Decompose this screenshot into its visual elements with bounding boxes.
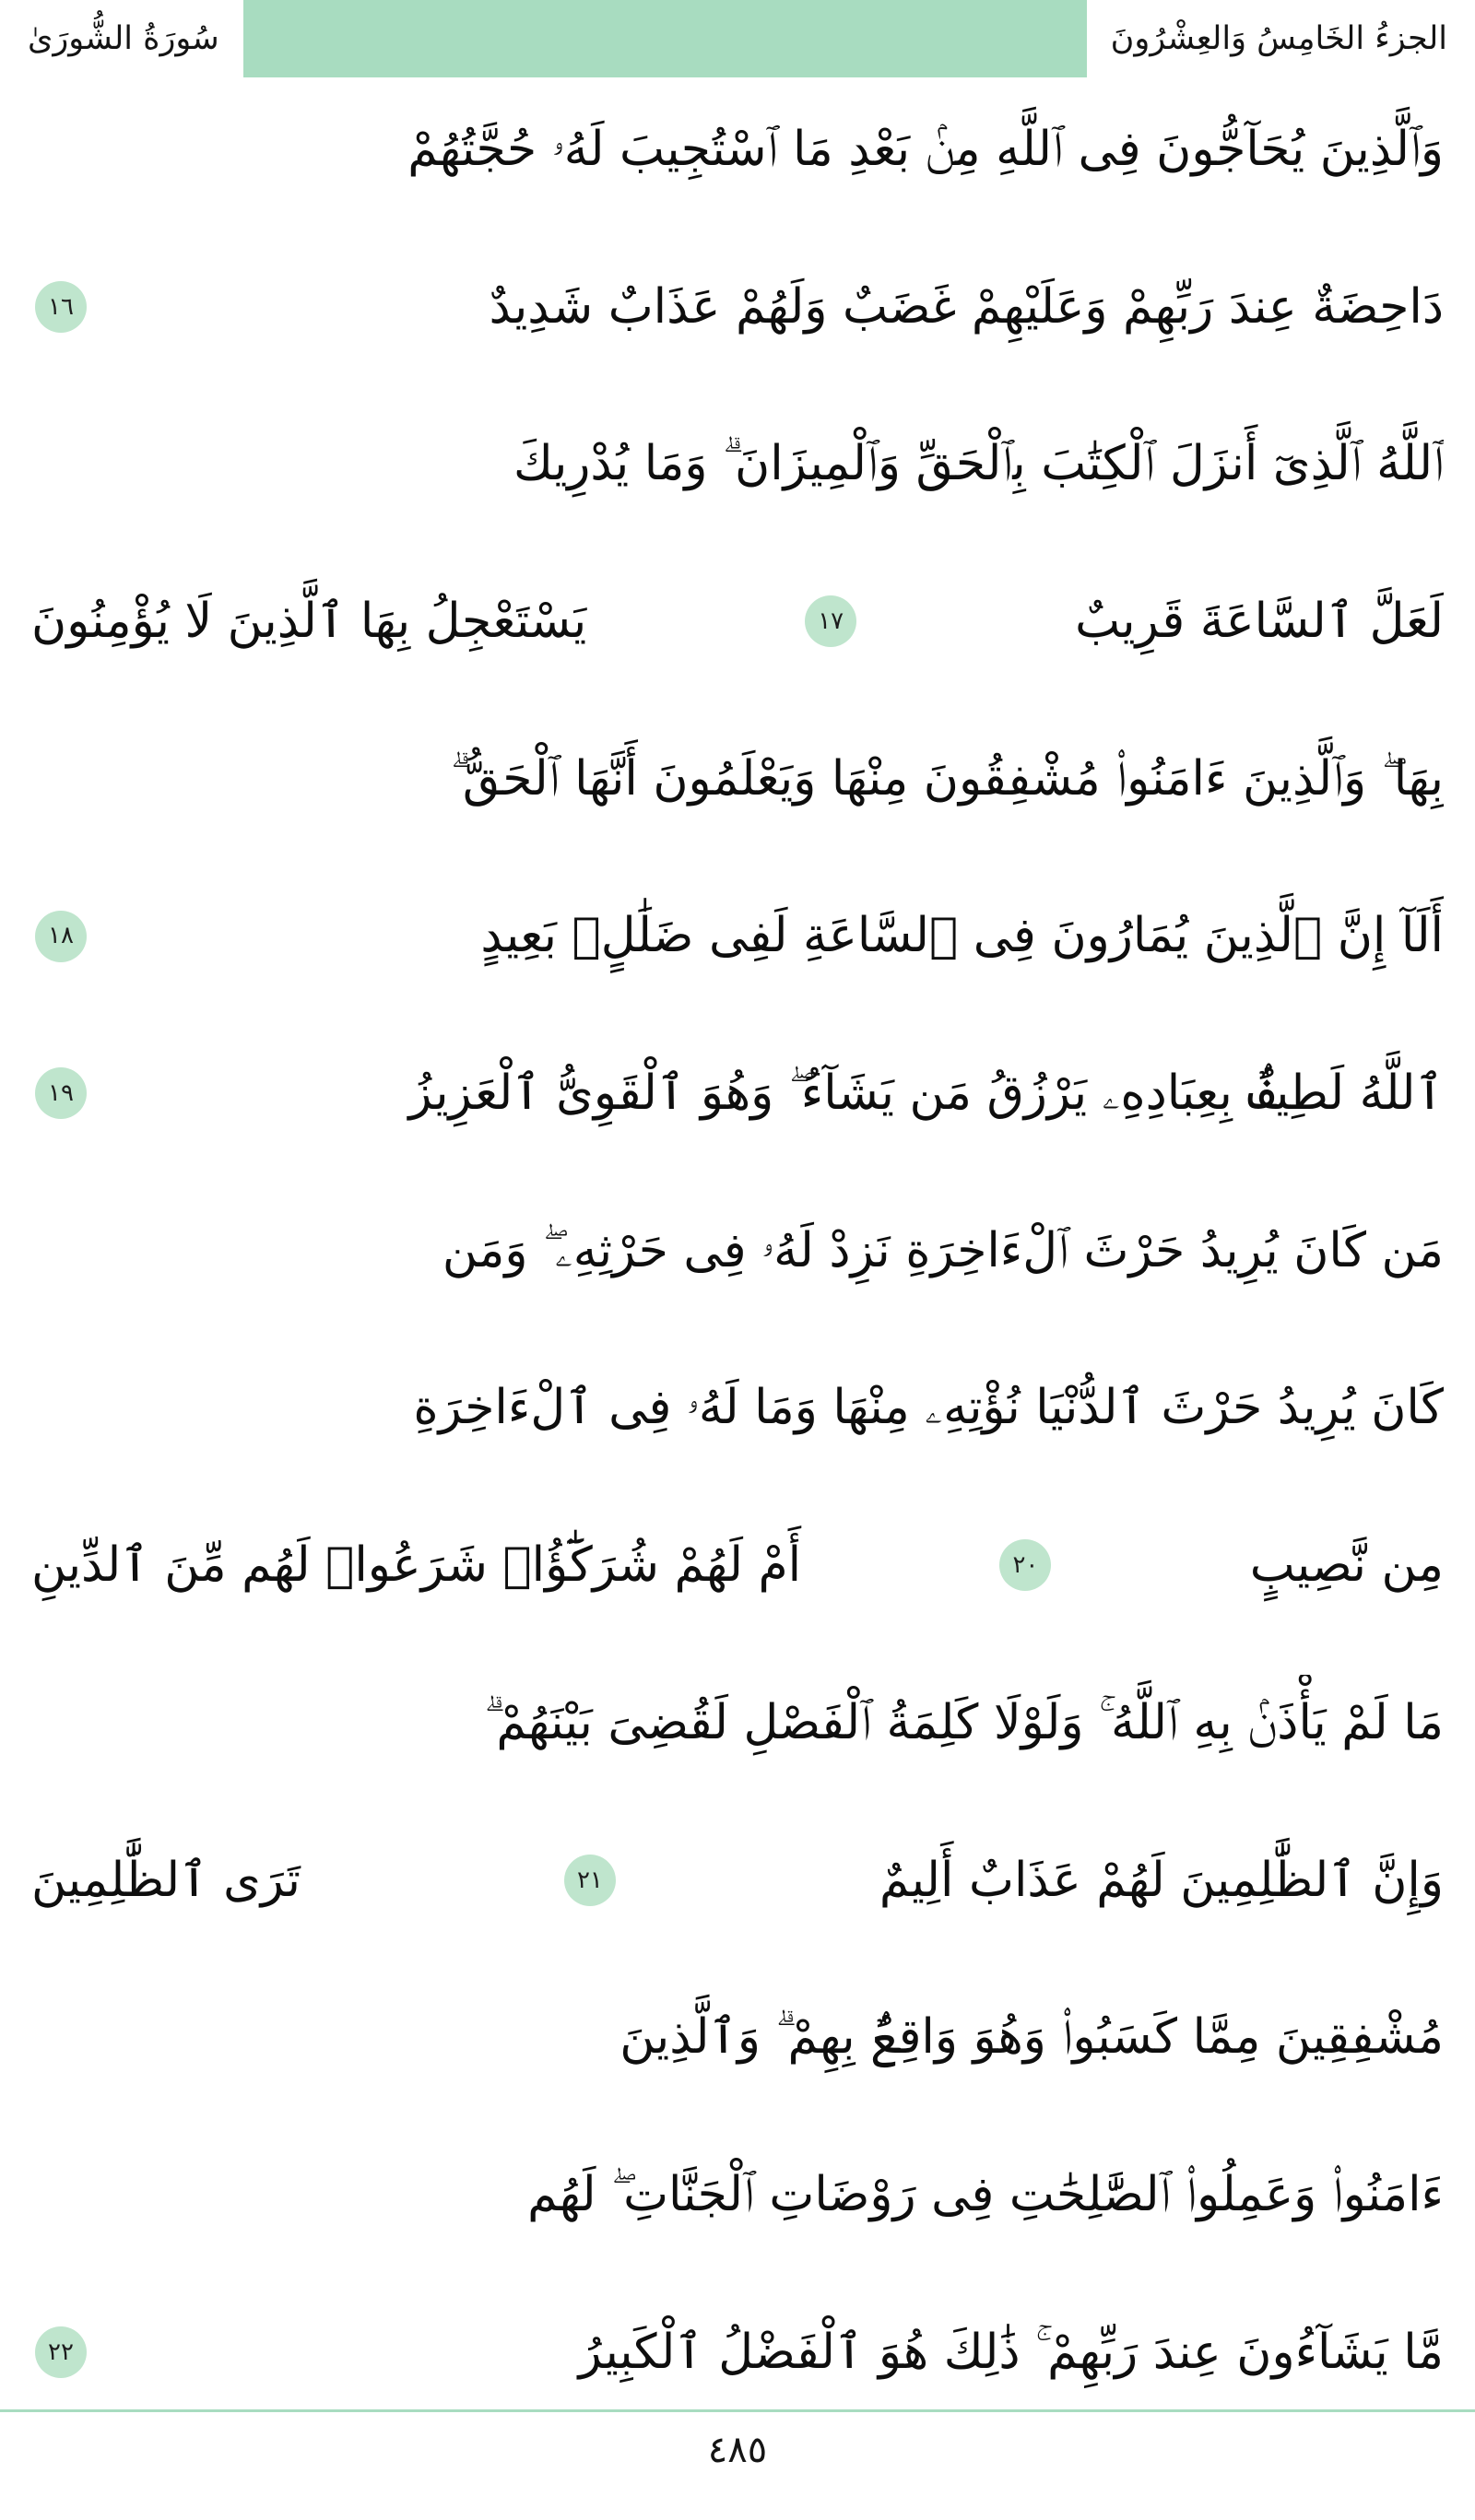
ayah-line <box>31 1675 1444 1771</box>
verse-number-marker: ٢٠ <box>999 1539 1051 1591</box>
ayah-text: كَانَ يُرِيدُ حَرْثَ ٱلدُّنْيَا نُؤْتِهِۦ مِنْهَا وَمَا لَهُۥ فِى ٱلْءَاخِرَةِ <box>413 1380 1444 1436</box>
ayah-line <box>31 1203 1444 1299</box>
ayah-line <box>31 2304 1444 2400</box>
quran-text-body <box>0 77 1475 2409</box>
page-header <box>0 0 1475 77</box>
ayah-line <box>31 731 1444 827</box>
ayah-text: تَرَى ٱلظَّٰلِمِينَ <box>31 1852 301 1908</box>
page-number: ٤٨٥ <box>707 2429 768 2471</box>
ayah-text: مَّا يَشَآءُونَ عِندَ رَبِّهِمْ ۚ ذَٰلِكَ هُوَ ٱلْفَضْلُ ٱلْكَبِيرُ <box>578 2324 1444 2380</box>
ayah-line <box>31 573 1444 669</box>
ayah-text: دَاحِضَةٌ عِندَ رَبِّهِمْ وَعَلَيْهِمْ غَضَبٌ وَلَهُمْ عَذَابٌ شَدِيدٌ <box>489 278 1444 335</box>
ayah-text: لَعَلَّ ٱلسَّاعَةَ قَرِيبٌ <box>1075 593 1444 649</box>
footer-divider <box>0 2409 1475 2412</box>
ayah-line <box>31 101 1444 197</box>
juz-label: الجزءُ الخَامِسُ وَالعِشْرُونَ <box>1110 19 1447 57</box>
ayah-text: مِن نَّصِيبٍ <box>1249 1537 1444 1594</box>
ayah-text: بِهَا ۖ وَٱلَّذِينَ ءَامَنُوا۟ مُشْفِقُونَ مِنْهَا وَيَعْلَمُونَ أَنَّهَا ٱلْحَقُّ ۗ <box>450 750 1444 807</box>
ayah-text: يَسْتَعْجِلُ بِهَا ٱلَّذِينَ لَا يُؤْمِنُونَ <box>31 593 587 649</box>
verse-number-marker: ١٧ <box>805 595 856 647</box>
verse-number-marker: ٢١ <box>564 1855 616 1906</box>
ayah-line <box>31 2147 1444 2243</box>
ayah-text: ٱللَّهُ ٱلَّذِىٓ أَنزَلَ ٱلْكِتَٰبَ بِٱلْحَقِّ وَٱلْمِيزَانَ ۗ وَمَا يُدْرِيكَ <box>513 436 1444 492</box>
verse-number-marker: ٢٢ <box>35 2326 87 2378</box>
ayah-text: وَٱلَّذِينَ يُحَآجُّونَ فِى ٱللَّهِ مِنۢ بَعْدِ مَا ٱسْتُجِيبَ لَهُۥ حُجَّتُهُمْ <box>407 121 1444 177</box>
verse-number-marker: ١٦ <box>35 281 87 333</box>
ayah-text: وَإِنَّ ٱلظَّٰلِمِينَ لَهُمْ عَذَابٌ أَلِيمٌ <box>879 1852 1444 1908</box>
ayah-line <box>31 1989 1444 2085</box>
surah-label-container <box>0 0 243 77</box>
ayah-line <box>31 1517 1444 1613</box>
surah-label: سُورَةُ الشُّورَىٰ <box>28 19 219 57</box>
verse-number-marker: ١٩ <box>35 1067 87 1119</box>
ayah-text: أَلَآ إِنَّ ٱلَّذِينَ يُمَارُونَ فِى ٱلسَّاعَةِ لَفِى ضَلَٰلٍۭ بَعِيدٍ <box>480 908 1444 964</box>
ayah-line <box>31 1832 1444 1928</box>
page-footer <box>0 2409 1475 2520</box>
ayah-text: ٱللَّهُ لَطِيفٌۢ بِعِبَادِهِۦ يَرْزُقُ مَن يَشَآءُ ۖ وَهُوَ ٱلْقَوِىُّ ٱلْعَزِيزُ <box>408 1066 1444 1122</box>
ayah-text: مَا لَمْ يَأْذَنۢ بِهِ ٱللَّهُ ۚ وَلَوْلَا كَلِمَةُ ٱلْفَصْلِ لَقُضِىَ بَيْنَهُمْ ۗ <box>484 1694 1444 1750</box>
ayah-text: أَمْ لَهُمْ شُرَكَٰٓؤُا۟ شَرَعُوا۟ لَهُم مِّنَ ٱلدِّينِ <box>31 1537 802 1594</box>
ayah-text: مُشْفِقِينَ مِمَّا كَسَبُوا۟ وَهُوَ وَاقِعٌۢ بِهِمْ ۗ وَٱلَّذِينَ <box>620 2009 1444 2066</box>
ayah-line <box>31 259 1444 355</box>
ayah-line <box>31 1360 1444 1456</box>
verse-number-marker: ١٨ <box>35 911 87 962</box>
ayah-text: مَن كَانَ يُرِيدُ حَرْثَ ٱلْءَاخِرَةِ نَزِدْ لَهُۥ فِى حَرْثِهِۦ ۖ وَمَن <box>442 1222 1444 1278</box>
ayah-line <box>31 1045 1444 1141</box>
juz-label-container <box>1087 0 1475 77</box>
ayah-text: ءَامَنُوا۟ وَعَمِلُوا۟ ٱلصَّٰلِحَٰتِ فِى رَوْضَاتِ ٱلْجَنَّاتِ ۖ لَهُم <box>527 2166 1444 2222</box>
ayah-line <box>31 889 1444 984</box>
ayah-line <box>31 416 1444 512</box>
